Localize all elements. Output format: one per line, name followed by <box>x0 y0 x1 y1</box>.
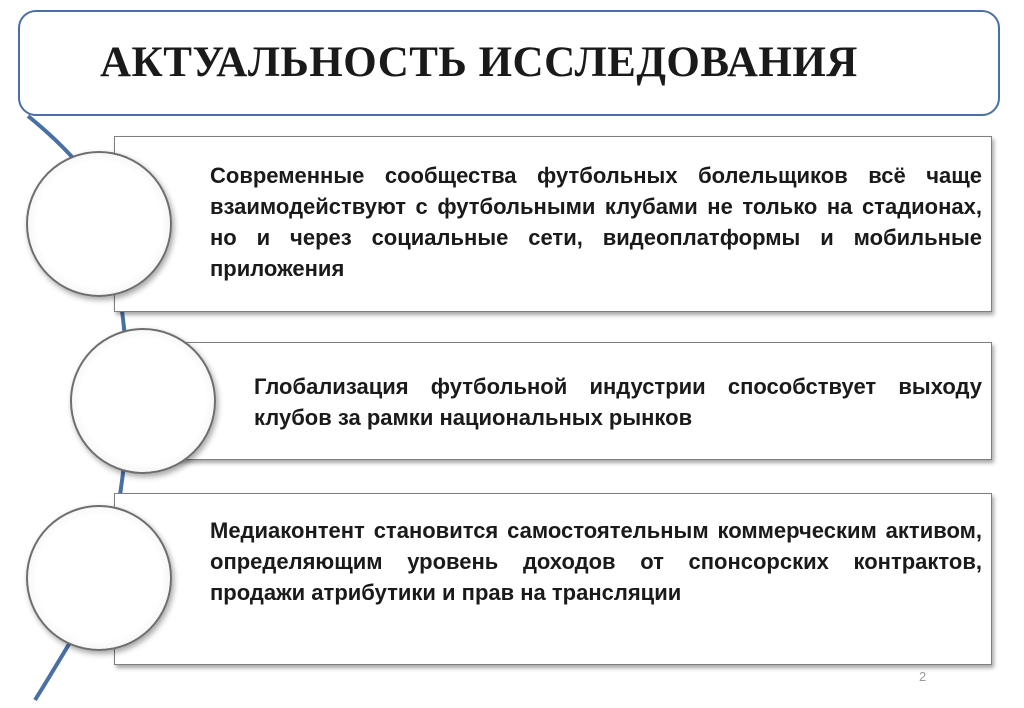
bullet-circle-1 <box>26 151 172 297</box>
item-text-2: Глобализация футбольной индустрии способствует выходу клубов за рамки национальных рынков <box>254 374 982 430</box>
item-text-1: Современные сообщества футбольных болельщиков всё чаще взаимодействуют с футбольными клубами не только на стадионах, но и через социальные сети, видеоплатформы и мобильные приложения <box>210 163 982 281</box>
page-number: 2 <box>919 669 927 684</box>
slide-title: АКТУАЛЬНОСТЬ ИССЛЕДОВАНИЯ <box>100 39 858 86</box>
bullet-circle-3 <box>26 505 172 651</box>
item-text-3: Медиаконтент становится самостоятельным коммерческим активом, определяющим уровень доходов от спонсорских контрактов, продажи атрибутики и прав на трансляции <box>210 518 982 605</box>
bullet-circle-2 <box>70 328 216 474</box>
